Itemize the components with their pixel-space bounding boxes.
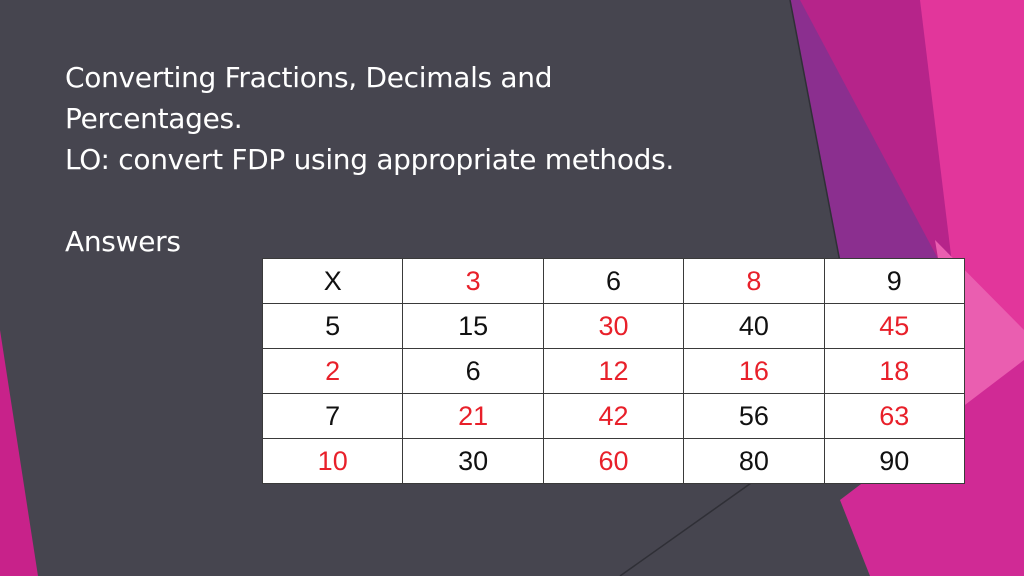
table-cell: 42 bbox=[543, 394, 683, 439]
table-cell: 9 bbox=[824, 259, 964, 304]
multiplication-table bbox=[262, 258, 965, 480]
table-cell: 7 bbox=[263, 394, 403, 439]
table-cell: 90 bbox=[824, 439, 964, 484]
table-row bbox=[263, 349, 965, 394]
table-cell: 2 bbox=[263, 349, 403, 394]
table-row bbox=[263, 259, 965, 304]
table-cell: 5 bbox=[263, 304, 403, 349]
table-cell: 30 bbox=[543, 304, 683, 349]
table-row bbox=[263, 304, 965, 349]
table-cell: 16 bbox=[684, 349, 824, 394]
spacer bbox=[65, 180, 785, 221]
table-cell: 6 bbox=[543, 259, 683, 304]
table-cell: 56 bbox=[684, 394, 824, 439]
table-cell: 63 bbox=[824, 394, 964, 439]
table-cell: 80 bbox=[684, 439, 824, 484]
table-row bbox=[263, 394, 965, 439]
table-cell: 21 bbox=[403, 394, 543, 439]
table-body bbox=[263, 259, 965, 484]
table-cell: 6 bbox=[403, 349, 543, 394]
table-cell: 45 bbox=[824, 304, 964, 349]
table-row bbox=[263, 439, 965, 484]
table-cell: 60 bbox=[543, 439, 683, 484]
table-cell: X bbox=[263, 259, 403, 304]
table-cell: 30 bbox=[403, 439, 543, 484]
table-cell: 15 bbox=[403, 304, 543, 349]
table-cell: 18 bbox=[824, 349, 964, 394]
title-line-3: LO: convert FDP using appropriate methods. bbox=[65, 143, 675, 176]
table-cell: 3 bbox=[403, 259, 543, 304]
table-cell: 12 bbox=[543, 349, 683, 394]
title-block bbox=[65, 57, 785, 262]
table-cell: 10 bbox=[263, 439, 403, 484]
table-cell: 40 bbox=[684, 304, 824, 349]
answers-label: Answers bbox=[65, 225, 181, 258]
title-line-1: Converting Fractions, Decimals and bbox=[65, 61, 553, 94]
title-line-2: Percentages. bbox=[65, 102, 243, 135]
left-pink-shape bbox=[0, 330, 38, 576]
table-cell: 8 bbox=[684, 259, 824, 304]
answers-table bbox=[262, 258, 965, 484]
